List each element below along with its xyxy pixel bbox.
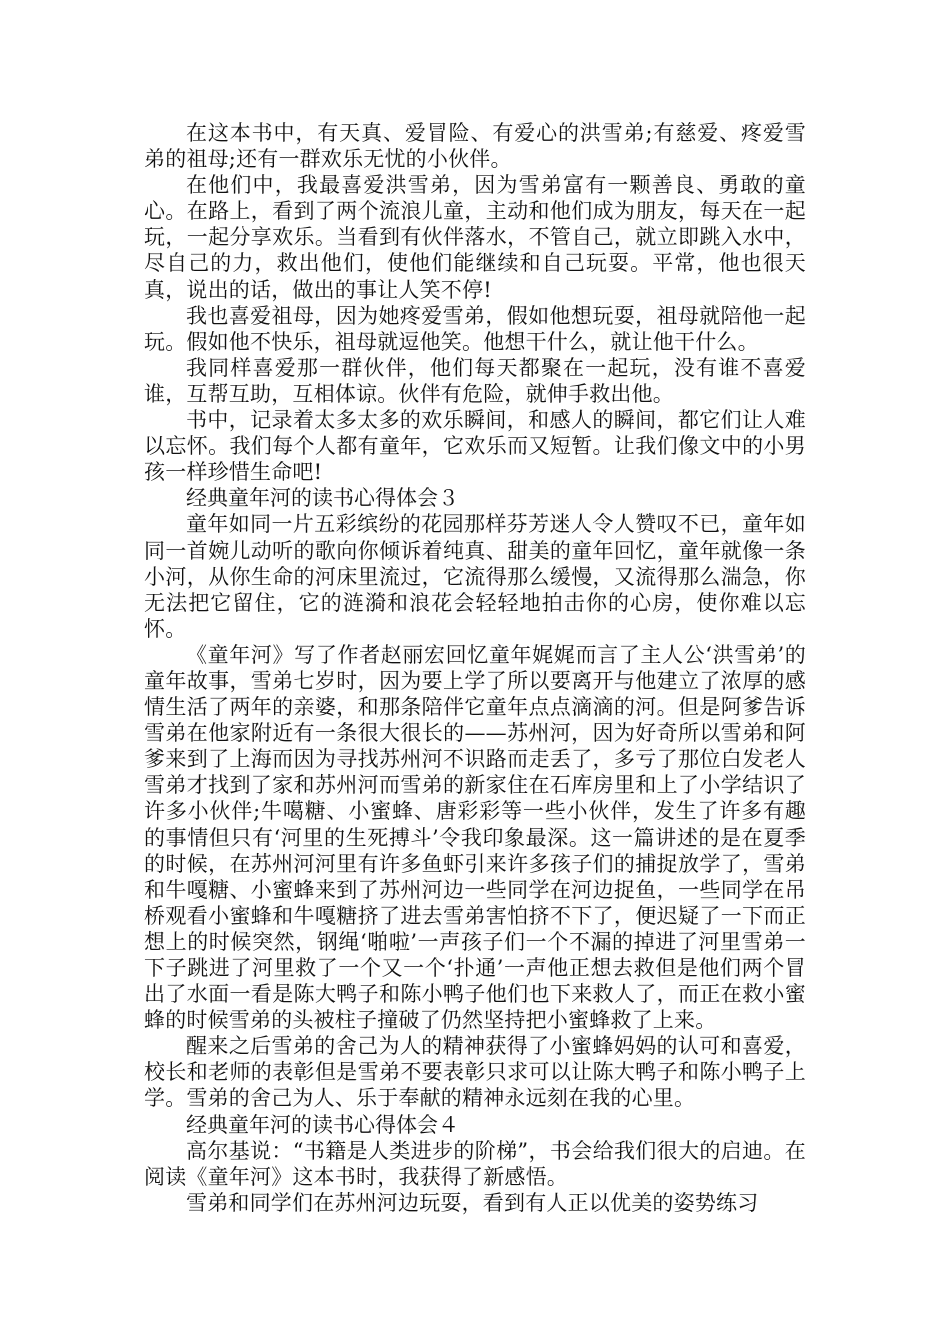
section4-paragraph-1: 高尔基说：“书籍是人类进步的阶梯”，书会给我们很大的启迪。在阅读《童年河》这本书时，我获得了新感悟。 bbox=[144, 1138, 806, 1189]
paragraph-5: 书中，记录着太多太多的欢乐瞬间，和感人的瞬间，都它们让人难以忘怀。我们每个人都有童年，它欢乐而又短暂。让我们像文中的小男孩一样珍惜生命吧! bbox=[144, 408, 806, 485]
paragraph-3: 我也喜爱祖母，因为她疼爱雪弟，假如他想玩耍，祖母就陪他一起玩。假如他不快乐，祖母就逗他笑。他想干什么，就让他干什么。 bbox=[144, 303, 806, 354]
section3-paragraph-3: 醒来之后雪弟的舍己为人的精神获得了小蜜蜂妈妈的认可和喜爱，校长和老师的表彰但是雪弟不要表彰只求可以让陈大鸭子和陈小鸭子上学。雪弟的舍己为人、乐于奉献的精神永远刻在我的心里。 bbox=[144, 1034, 806, 1111]
section3-paragraph-1: 童年如同一片五彩缤纷的花园那样芬芳迷人令人赞叹不已，童年如同一首婉儿动听的歌向你倾诉着纯真、甜美的童年回忆，童年就像一条小河，从你生命的河床里流过，它流得那么缓慢，又流得那么湍急，你无法把它留住，它的涟漪和浪花会轻轻地拍击你的心房，使你难以忘怀。 bbox=[144, 512, 806, 641]
section-heading-3: 经典童年河的读书心得体会３ bbox=[186, 486, 459, 511]
paragraph-4: 我同样喜爱那一群伙伴，他们每天都聚在一起玩，没有谁不喜爱谁，互帮互助，互相体谅。伙伴有危险，就伸手救出他。 bbox=[144, 355, 806, 406]
paragraph-2: 在他们中，我最喜爱洪雪弟，因为雪弟富有一颗善良、勇敢的童心。在路上，看到了两个流浪儿童，主动和他们成为朋友，每天在一起玩，一起分享欢乐。当看到有伙伴落水，不管自己，就立即跳入水中，尽自己的力，救出他们，使他们能继续和自己玩耍。平常，他也很天真，说出的话，做出的事让人笑不停! bbox=[144, 173, 806, 302]
section4-paragraph-2: 雪弟和同学们在苏州河边玩耍，看到有人正以优美的姿势练习 bbox=[186, 1190, 759, 1215]
paragraph-1: 在这本书中，有天真、爱冒险、有爱心的洪雪弟;有慈爱、疼爱雪弟的祖母;还有一群欢乐无忧的小伙伴。 bbox=[144, 121, 806, 172]
section3-paragraph-2: 《童年河》写了作者赵丽宏回忆童年娓娓而言了主人公‘洪雪弟’的童年故事，雪弟七岁时，因为要上学了所以要离开与他建立了浓厚的感情生活了两年的亲婆，和那条陪伴它童年点点滴滴的河。但是阿爹告诉雪弟在他家附近有一条很大很长的——苏州河，因为好奇所以雪弟和阿爹来到了上海而因为寻找苏州河不识路而走丢了，多亏了那位白发老人雪弟才找到了家和苏州河而雪弟的新家住在石库房里和上了小学结识了许多小伙伴;牛噶糖、小蜜蜂、唐彩彩等一些小伙伴，发生了许多有趣的事情但只有‘河里的生死搏斗’令我印象最深。这一篇讲述的是在夏季的时候，在苏州河河里有许多鱼虾引来许多孩子们的捕捉放学了，雪弟和牛嘎糖、小蜜蜂来到了苏州河边一些同学在河边捉鱼，一些同学在吊桥观看小蜜蜂和牛嘎糖挤了进去雪弟害怕挤不下了，便迟疑了一下而正想上的时候突然，钢绳‘啪啦’一声孩子们一个不漏的掉进了河里雪弟一下子跳进了河里救了一个又一个‘扑通’一声他正想去救但是他们两个冒出了水面一看是陈大鸭子和陈小鸭子他们也下来救人了，而正在救小蜜蜂的时候雪弟的头被柱子撞破了仍然坚持把小蜜蜂救了上来。 bbox=[144, 642, 806, 1033]
section-heading-4: 经典童年河的读书心得体会４ bbox=[186, 1112, 459, 1137]
document-page bbox=[144, 120, 806, 1216]
